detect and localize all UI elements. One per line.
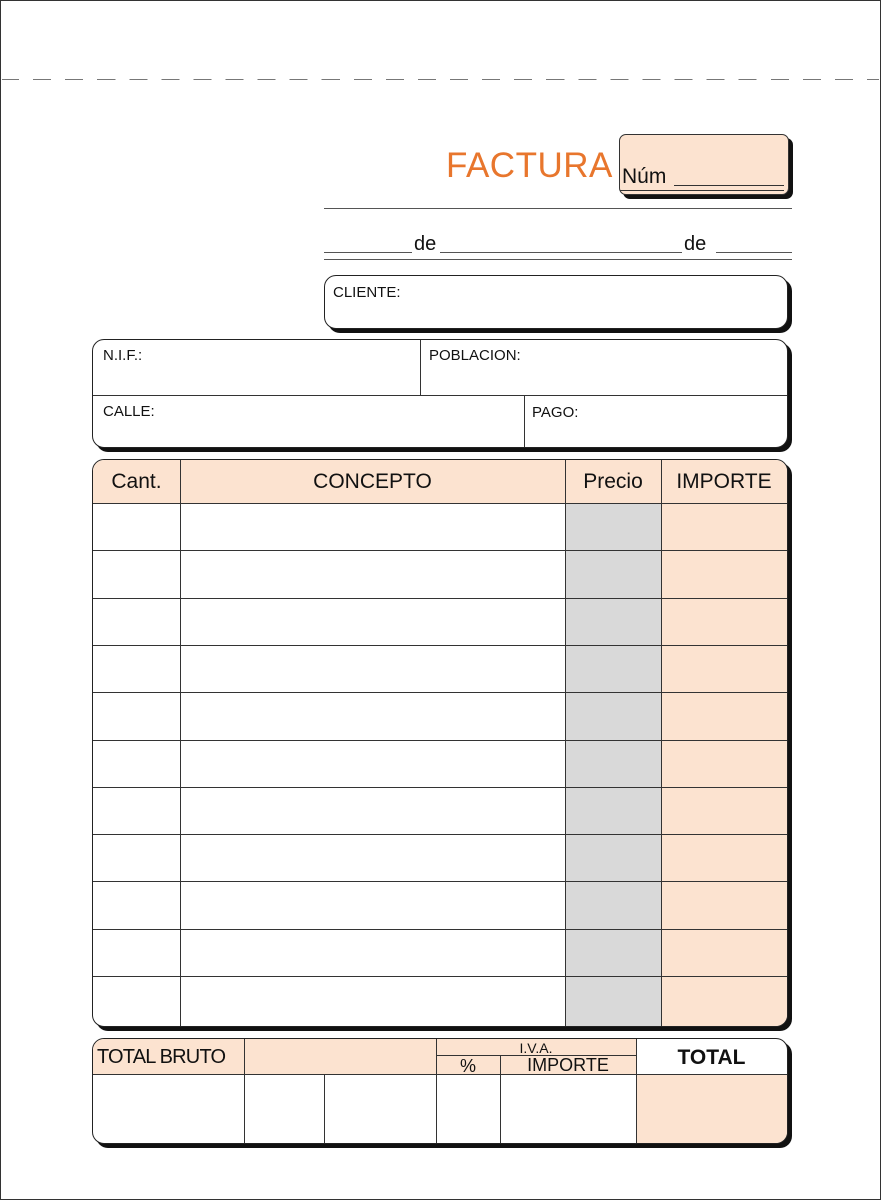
nif-divider [420,340,421,395]
date-month-line[interactable] [440,252,682,253]
perforation-line [2,79,879,80]
totals-box [92,1038,788,1144]
total-value-bg [636,1074,787,1143]
table-row[interactable] [93,976,787,1023]
table-row[interactable] [93,834,787,881]
date-underline [324,259,792,260]
date-de-1: de [414,233,437,255]
iva-importe-label: IMPORTE [527,1055,609,1075]
iva-label: I.V.A. [519,1040,553,1056]
nif-label: N.I.F.: [103,347,143,364]
table-row[interactable] [93,503,787,550]
client-label: CLIENTE: [333,284,401,301]
date-year-line[interactable] [716,252,792,253]
invoice-number-box[interactable] [619,134,789,195]
invoice-title: FACTURA [446,146,613,185]
table-row[interactable] [93,692,787,739]
pago-label: PAGO: [532,404,579,421]
total-bruto-label: TOTAL BRUTO [97,1046,226,1068]
invoice-number-label: Núm [622,165,667,188]
address-box [92,339,788,448]
table-row[interactable] [93,740,787,787]
table-row[interactable] [93,550,787,597]
date-day-line[interactable] [324,252,412,253]
client-box[interactable] [324,275,788,329]
poblacion-label: POBLACION: [429,347,521,364]
address-row-divider [93,395,787,396]
date-de-2: de [684,233,707,255]
table-row[interactable] [93,881,787,928]
calle-divider [524,395,525,447]
table-row[interactable] [93,598,787,645]
totals-divider-1 [244,1039,245,1143]
items-table [92,459,788,1027]
col-cant: Cant. [111,470,162,493]
table-row[interactable] [93,645,787,692]
col-precio: Precio [583,470,643,493]
table-row[interactable] [93,929,787,976]
table-row[interactable] [93,787,787,834]
invoice-number-line [674,185,784,186]
title-rule [324,208,792,209]
totals-divider-2 [324,1074,325,1143]
col-concepto: CONCEPTO [313,470,432,493]
col-importe: IMPORTE [676,470,772,493]
calle-label: CALLE: [103,403,155,420]
invoice-number-underline [620,190,784,191]
iva-percent-label: % [459,1056,476,1076]
total-label: TOTAL [677,1046,746,1069]
